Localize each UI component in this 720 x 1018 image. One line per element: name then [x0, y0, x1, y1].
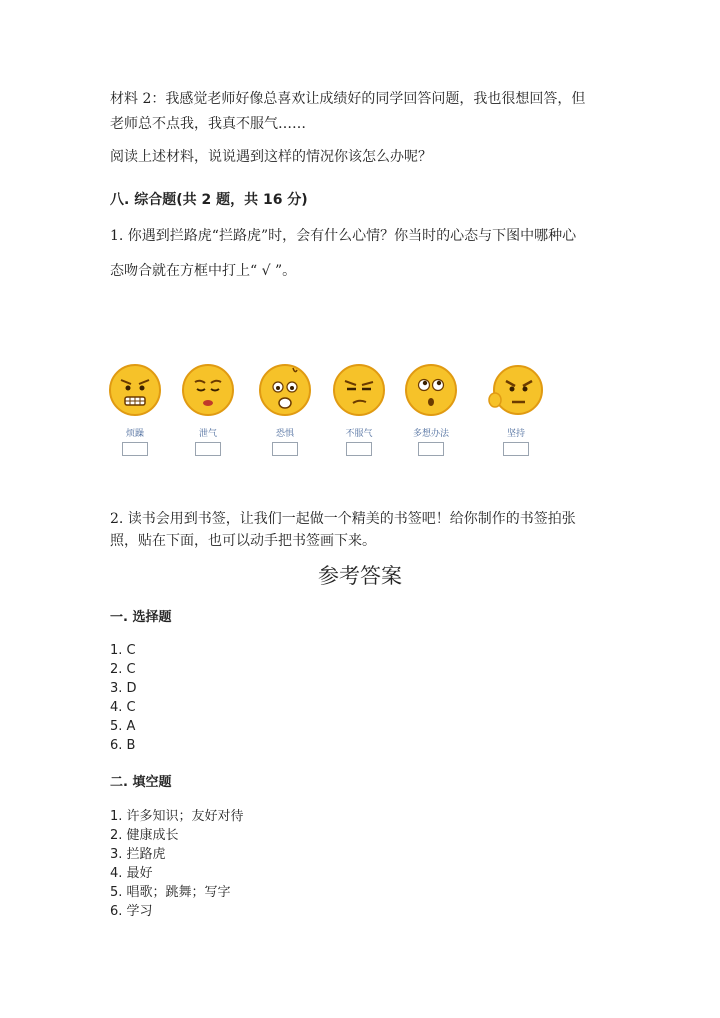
scared-face-icon — [257, 362, 313, 418]
answer-item: 4. C — [110, 700, 136, 715]
determined-face-icon — [488, 362, 544, 418]
emotion-label: 恐惧 — [275, 429, 294, 439]
q1-line2: 态吻合就在方框中打上“ √ ”。 — [110, 263, 297, 279]
q1-line1: 1. 你遇到拦路虎“拦路虎”时，会有什么心情？你当时的心态与下图中哪种心 — [110, 228, 577, 244]
checkbox[interactable] — [346, 442, 372, 456]
defiant-face-icon — [331, 362, 387, 418]
checkbox[interactable] — [195, 442, 221, 456]
emotion-label: 不服气 — [345, 429, 373, 439]
answer-item: 3. D — [110, 681, 137, 696]
discouraged-face-icon — [180, 362, 236, 418]
emotion-faces-figure — [100, 362, 560, 462]
answer-item: 1. 许多知识；友好对待 — [110, 809, 244, 824]
emotion-defiant — [324, 362, 394, 456]
emotion-determined — [481, 362, 551, 456]
answers-section1-list — [110, 641, 137, 755]
answer-item: 6. 学习 — [110, 904, 153, 919]
answers-section1-heading: 一. 选择题 — [110, 610, 172, 625]
section8-heading: 八. 综合题(共 2 题，共 16 分) — [110, 192, 308, 208]
answer-item: 5. A — [110, 719, 136, 734]
emotion-frustrated — [100, 362, 170, 456]
frustrated-face-icon — [107, 362, 163, 418]
answers-title: 参考答案 — [318, 564, 402, 588]
emotion-label: 多想办法 — [412, 429, 449, 439]
emotion-discouraged — [173, 362, 243, 456]
emotion-label: 坚持 — [506, 429, 525, 439]
material-question: 阅读上述材料，说说遇到这样的情况你该怎么办呢？ — [110, 149, 432, 165]
answer-item: 6. B — [110, 738, 136, 753]
checkbox[interactable] — [272, 442, 298, 456]
answer-item: 1. C — [110, 643, 136, 658]
thinking-face-icon — [403, 362, 459, 418]
q2-line1: 2. 读书会用到书签，让我们一起做一个精美的书签吧！给你制作的书签拍张 — [110, 511, 576, 527]
answer-item: 4. 最好 — [110, 866, 153, 881]
checkbox[interactable] — [503, 442, 529, 456]
emotion-thinking — [396, 362, 466, 456]
answers-section2-heading: 二. 填空题 — [110, 775, 172, 790]
material2-line2: 老师总不点我，我真不服气…… — [110, 116, 306, 132]
emotion-scared — [250, 362, 320, 456]
answer-item: 3. 拦路虎 — [110, 847, 166, 862]
material2-line1: 材料 2：我感觉老师好像总喜欢让成绩好的同学回答问题，我也很想回答，但 — [110, 91, 586, 107]
emotion-label: 泄气 — [198, 429, 217, 439]
checkbox[interactable] — [418, 442, 444, 456]
answers-section2-list — [110, 807, 244, 921]
answer-item: 2. C — [110, 662, 136, 677]
q2-line2: 照，贴在下面，也可以动手把书签画下来。 — [110, 533, 376, 549]
answer-item: 2. 健康成长 — [110, 828, 179, 843]
emotion-label: 烦躁 — [125, 429, 144, 439]
answer-item: 5. 唱歌；跳舞；写字 — [110, 885, 231, 900]
checkbox[interactable] — [122, 442, 148, 456]
